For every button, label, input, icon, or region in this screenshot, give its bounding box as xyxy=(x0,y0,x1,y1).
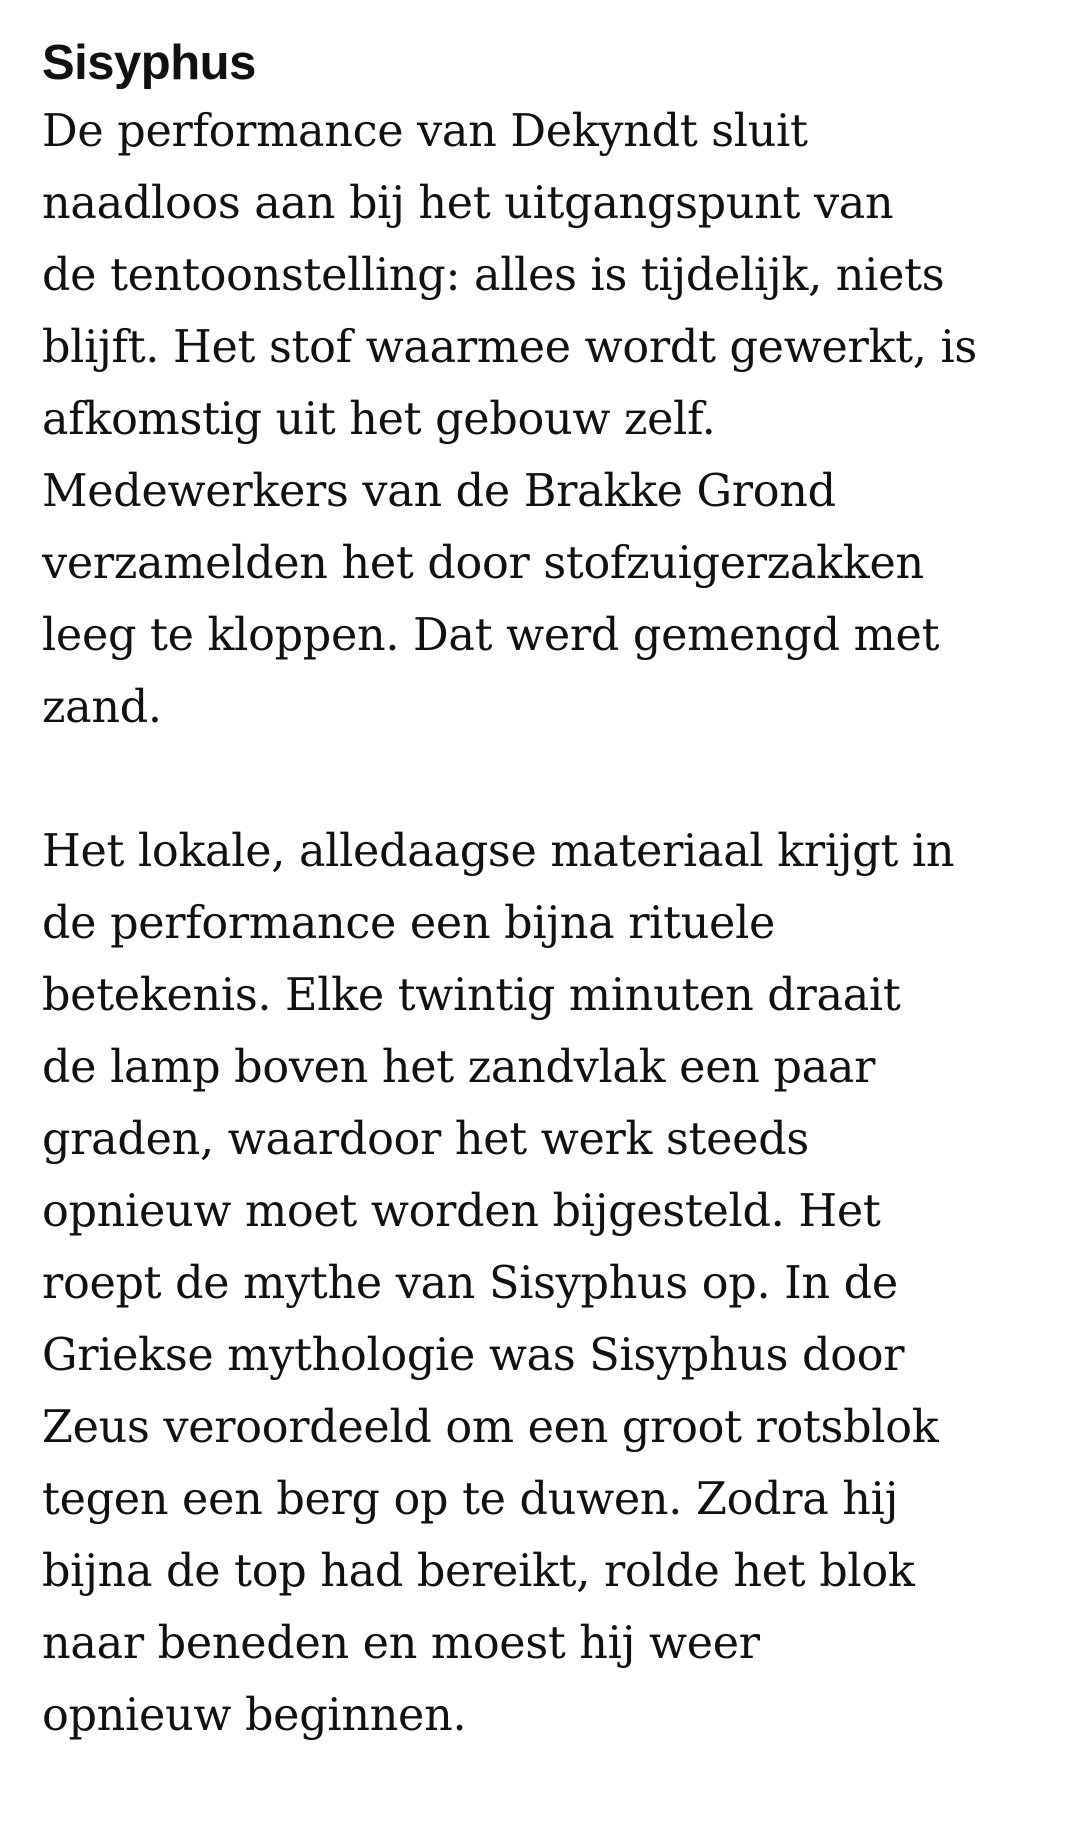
text-line: Griekse mythologie was Sisyphus door xyxy=(42,1330,905,1381)
text-line: tegen een berg op te duwen. Zodra hij xyxy=(42,1474,899,1525)
text-line: Medewerkers van de Brakke Grond xyxy=(42,466,836,517)
text-line: afkomstig uit het gebouw zelf. xyxy=(42,394,716,445)
text-line: opnieuw beginnen. xyxy=(42,1690,467,1741)
paragraph-2 xyxy=(42,816,1052,1752)
text-line: graden, waardoor het werk steeds xyxy=(42,1114,809,1165)
text-line: de tentoonstelling: alles is tijdelijk, niets xyxy=(42,250,945,301)
text-line: de performance een bijna rituele xyxy=(42,898,776,949)
text-line: roept de mythe van Sisyphus op. In de xyxy=(42,1258,898,1309)
text-line: naar beneden en moest hij weer xyxy=(42,1618,760,1669)
text-line: opnieuw moet worden bijgesteld. Het xyxy=(42,1186,881,1237)
article-body xyxy=(42,30,1052,1752)
text-line: betekenis. Elke twintig minuten draait xyxy=(42,970,901,1021)
text-line: de lamp boven het zandvlak een paar xyxy=(42,1042,876,1093)
text-line: verzamelden het door stofzuigerzakken xyxy=(42,538,924,589)
text-line: bijna de top had bereikt, rolde het blok xyxy=(42,1546,915,1597)
text-line: naadloos aan bij het uitgangspunt van xyxy=(42,178,894,229)
paragraph-1 xyxy=(42,96,1052,744)
text-line: blijft. Het stof waarmee wordt gewerkt, is xyxy=(42,322,977,373)
text-line: leeg te kloppen. Dat werd gemengd met xyxy=(42,610,940,661)
text-line: zand. xyxy=(42,682,162,733)
text-line: Zeus veroordeeld om een groot rotsblok xyxy=(42,1402,939,1453)
section-heading: Sisyphus xyxy=(42,36,256,90)
text-line: De performance van Dekyndt sluit xyxy=(42,106,808,157)
text-line: Het lokale, alledaagse materiaal krijgt in xyxy=(42,826,955,877)
